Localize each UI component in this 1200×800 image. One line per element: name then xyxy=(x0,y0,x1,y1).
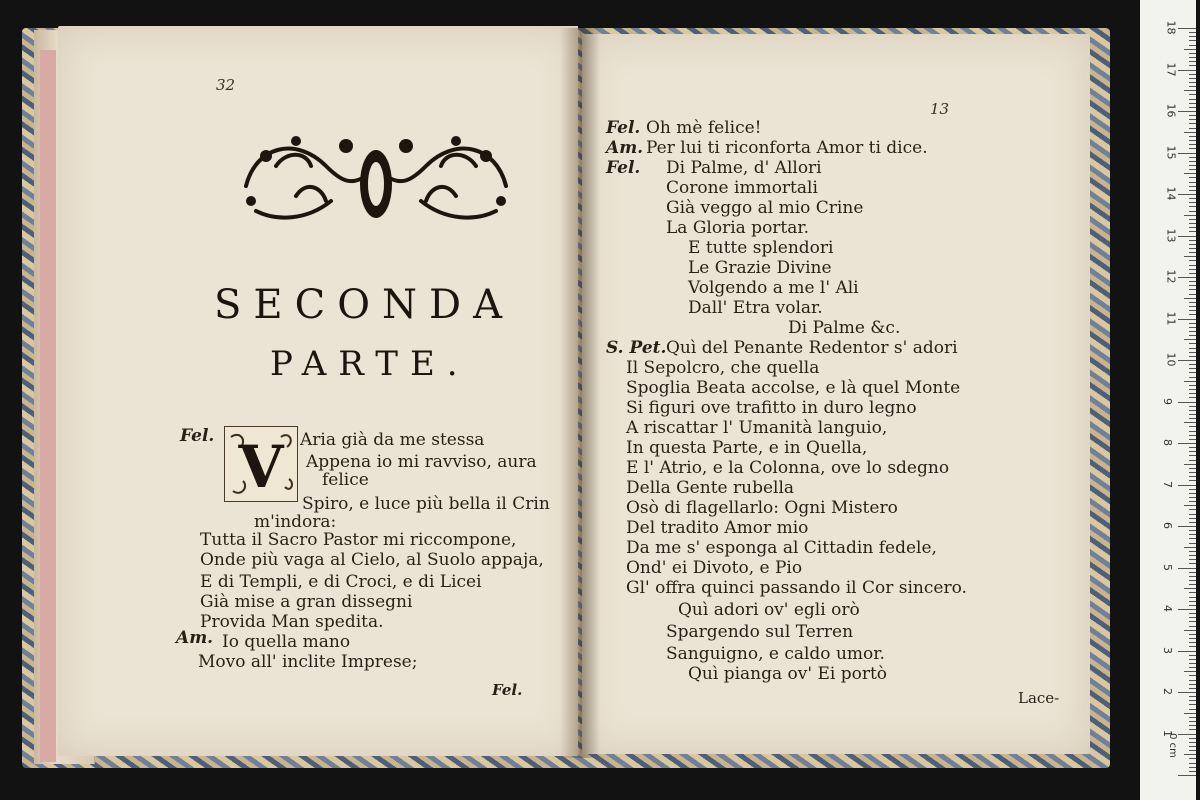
ruler-tick xyxy=(1189,534,1196,535)
ruler-number: 15 xyxy=(1164,145,1178,159)
ruler-number: 13 xyxy=(1164,228,1178,242)
ruler-tick xyxy=(1189,348,1196,349)
ruler-tick xyxy=(1184,49,1196,50)
ruler-tick xyxy=(1189,206,1196,207)
ruler-tick xyxy=(1189,709,1196,710)
verse-line: Da me s' esponga al Cittadin fedele, xyxy=(626,538,937,558)
ruler-tick xyxy=(1189,65,1196,66)
verse-line: Sanguigno, e caldo umor. xyxy=(666,644,885,664)
verse-line: Corone immortali xyxy=(666,178,818,198)
section-heading: SECONDA xyxy=(214,282,514,328)
ruler-unit: 0 cm xyxy=(1166,733,1178,758)
ruler-tick xyxy=(1189,36,1196,37)
ruler-tick xyxy=(1189,514,1196,515)
ruler-number: 18 xyxy=(1164,20,1178,35)
ruler-tick xyxy=(1189,198,1196,199)
ruler-number: 12 xyxy=(1164,269,1178,284)
ruler-tick xyxy=(1189,128,1196,129)
ruler-tick xyxy=(1184,422,1196,423)
ruler-tick xyxy=(1189,227,1196,228)
verse-line: Dall' Etra volar. xyxy=(688,298,823,318)
verse-line: Movo all' inclite Imprese; xyxy=(198,652,418,672)
verse-line: E l' Atrio, e la Colonna, ove lo sdegno xyxy=(626,458,950,478)
verse-line: Volgendo a me l' Ali xyxy=(688,278,859,298)
ruler-tick xyxy=(1184,339,1196,340)
ruler-tick xyxy=(1189,78,1196,79)
svg-text:V: V xyxy=(238,433,284,501)
ruler-tick xyxy=(1189,302,1196,303)
ruler-tick xyxy=(1189,107,1196,108)
ruler-tick xyxy=(1189,177,1196,178)
ruler-tick xyxy=(1189,696,1196,697)
ruler-tick xyxy=(1189,123,1196,124)
ruler-tick xyxy=(1189,675,1196,676)
ruler-tick xyxy=(1189,115,1196,116)
ruler-tick xyxy=(1189,638,1196,639)
verse-line: E di Templi, e di Croci, e di Licei xyxy=(200,572,482,592)
ruler-tick xyxy=(1189,356,1196,357)
ruler-tick xyxy=(1189,260,1196,261)
ruler-number: 3 xyxy=(1161,646,1174,654)
ruler-tick xyxy=(1189,53,1196,54)
ruler-tick xyxy=(1178,236,1196,237)
ruler-tick xyxy=(1189,273,1196,274)
verse-line: Appena io mi ravviso, aura xyxy=(306,452,537,472)
ruler-tick xyxy=(1189,497,1196,498)
verse-line: Già mise a gran dissegni xyxy=(200,592,413,612)
verse-line: Di Palme &c. xyxy=(788,318,901,338)
ruler-tick xyxy=(1189,140,1196,141)
right-page-number: 13 xyxy=(930,100,950,118)
ruler-tick xyxy=(1189,684,1196,685)
verse-line: Tutta il Sacro Pastor mi riccompone, xyxy=(200,530,517,550)
ruler-tick xyxy=(1189,447,1196,448)
ruler-tick xyxy=(1189,522,1196,523)
ruler-tick xyxy=(1189,406,1196,407)
ruler-tick xyxy=(1184,754,1196,755)
ruler-tick xyxy=(1178,277,1196,278)
ruler-tick xyxy=(1189,211,1196,212)
ruler-tick xyxy=(1189,248,1196,249)
verse-line: Quì adori ov' egli orò xyxy=(678,600,860,620)
verse-line: Io quella mano xyxy=(222,632,351,652)
ruler-tick xyxy=(1189,763,1196,764)
ruler-tick xyxy=(1184,464,1196,465)
ruler-tick xyxy=(1189,767,1196,768)
ruler-tick xyxy=(1189,460,1196,461)
ruler-number: 8 xyxy=(1161,439,1174,446)
ruler-tick xyxy=(1184,173,1196,174)
ruler-tick xyxy=(1184,256,1196,257)
verse-line: Oh mè felice! xyxy=(646,118,762,138)
ruler-tick xyxy=(1189,472,1196,473)
ruler-tick xyxy=(1189,219,1196,220)
verse-line: Gl' offra quinci passando il Cor sincero. xyxy=(626,578,967,598)
verse-line: Di Palme, d' Allori xyxy=(666,158,822,178)
ruler-tick xyxy=(1189,190,1196,191)
ruler-tick xyxy=(1184,90,1196,91)
ruler-tick xyxy=(1189,621,1196,622)
catchword: Lace- xyxy=(1018,689,1060,707)
ruler-tick xyxy=(1189,343,1196,344)
ruler-tick xyxy=(1189,717,1196,718)
ruler-tick xyxy=(1189,746,1196,747)
verse-line: Per lui ti riconforta Amor ti dice. xyxy=(646,138,928,158)
ruler-tick xyxy=(1184,381,1196,382)
ruler-tick xyxy=(1184,671,1196,672)
ruler-tick xyxy=(1189,119,1196,120)
ruler-tick xyxy=(1189,626,1196,627)
ruler-tick xyxy=(1189,385,1196,386)
ruler-tick xyxy=(1189,688,1196,689)
verse-line: A riscattar l' Umanità languio, xyxy=(626,418,888,438)
ruler-tick xyxy=(1184,630,1196,631)
verse-line: m'indora: xyxy=(254,512,337,532)
ruler-tick xyxy=(1189,659,1196,660)
ruler-tick xyxy=(1189,252,1196,253)
verse-line: E tutte splendori xyxy=(688,238,834,258)
verse-line: La Gloria portar. xyxy=(666,218,810,238)
ruler-tick xyxy=(1178,651,1196,652)
ruler-tick xyxy=(1189,750,1196,751)
ruler-tick xyxy=(1178,360,1196,361)
ruler-tick xyxy=(1189,61,1196,62)
ruler-tick xyxy=(1189,634,1196,635)
ruler-tick xyxy=(1184,588,1196,589)
ruler-tick xyxy=(1189,489,1196,490)
ruler-tick xyxy=(1178,568,1196,569)
ruler-tick xyxy=(1189,161,1196,162)
ruler-tick xyxy=(1189,410,1196,411)
ruler-number: 16 xyxy=(1164,103,1178,118)
ruler-tick xyxy=(1189,372,1196,373)
ruler-tick xyxy=(1189,642,1196,643)
decorative-ornament xyxy=(236,126,516,226)
ruler-tick xyxy=(1178,402,1196,403)
ruler-number: 10 xyxy=(1164,352,1178,367)
ruler-tick xyxy=(1189,281,1196,282)
ruler-number: 17 xyxy=(1164,62,1178,76)
ruler-tick xyxy=(1184,215,1196,216)
speaker-label: Fel. xyxy=(180,426,215,446)
ruler-tick xyxy=(1189,202,1196,203)
verse-line: Quì del Penante Redentor s' adori xyxy=(666,338,958,358)
ruler-tick xyxy=(1189,331,1196,332)
ruler-tick xyxy=(1189,45,1196,46)
verse-line: Osò di flagellarlo: Ogni Mistero xyxy=(626,498,898,518)
ruler-tick xyxy=(1189,265,1196,266)
ruler-tick xyxy=(1178,70,1196,71)
ruler-tick xyxy=(1189,377,1196,378)
ruler-tick xyxy=(1189,323,1196,324)
ruler-tick xyxy=(1189,771,1196,772)
verse-line: Il Sepolcro, che quella xyxy=(626,358,820,378)
verse-line: Onde più vaga al Cielo, al Suolo appaja, xyxy=(200,550,544,570)
ruler-tick xyxy=(1189,597,1196,598)
ruler-tick xyxy=(1189,431,1196,432)
ruler-tick xyxy=(1189,663,1196,664)
ruler-tick xyxy=(1189,82,1196,83)
ruler-tick xyxy=(1189,700,1196,701)
ruler-tick xyxy=(1189,86,1196,87)
ruler-tick xyxy=(1189,289,1196,290)
ruler-tick xyxy=(1189,144,1196,145)
ruler-tick xyxy=(1189,389,1196,390)
ruler-tick xyxy=(1178,526,1196,527)
verse-line: Del tradito Amor mio xyxy=(626,518,809,538)
ruler-tick xyxy=(1189,680,1196,681)
ruler-tick xyxy=(1189,742,1196,743)
ruler-tick xyxy=(1189,74,1196,75)
ruler-tick xyxy=(1189,559,1196,560)
ruler-tick xyxy=(1189,613,1196,614)
verse-line: Spargendo sul Terren xyxy=(666,622,854,642)
ruler-tick xyxy=(1189,721,1196,722)
verse-line: Spoglia Beata accolse, e là quel Monte xyxy=(626,378,961,398)
verse-line: Spiro, e luce più bella il Crin xyxy=(302,494,550,514)
speaker-label: Fel. xyxy=(606,118,641,138)
ruler-tick xyxy=(1189,646,1196,647)
ruler-tick xyxy=(1189,493,1196,494)
ruler-tick xyxy=(1189,157,1196,158)
ruler-tick xyxy=(1189,269,1196,270)
ruler-tick xyxy=(1189,148,1196,149)
ruler-number: 9 xyxy=(1161,397,1174,405)
ruler-tick xyxy=(1178,319,1196,320)
ruler-tick xyxy=(1189,555,1196,556)
ruler-tick xyxy=(1189,576,1196,577)
ruler-tick xyxy=(1189,563,1196,564)
ruler-tick xyxy=(1189,601,1196,602)
ruler-tick xyxy=(1184,713,1196,714)
ruler-tick xyxy=(1189,584,1196,585)
ruler-tick xyxy=(1178,153,1196,154)
verse-line: Della Gente rubella xyxy=(626,478,795,498)
ruler-tick xyxy=(1189,397,1196,398)
ruler-tick xyxy=(1184,505,1196,506)
ruler-tick xyxy=(1189,501,1196,502)
ruler-tick xyxy=(1189,103,1196,104)
ruler-number: 1 xyxy=(1161,729,1174,737)
ruler-tick xyxy=(1189,530,1196,531)
verse-line: In questa Parte, e in Quella, xyxy=(626,438,868,458)
ruler-tick xyxy=(1189,476,1196,477)
ruler-tick xyxy=(1178,775,1196,776)
ruler-tick xyxy=(1189,352,1196,353)
ruler-tick xyxy=(1189,182,1196,183)
speaker-label: S. Pet. xyxy=(606,338,667,358)
verse-line: Ond' ei Divoto, e Pio xyxy=(626,558,803,578)
ruler-tick xyxy=(1189,758,1196,759)
ruler-tick xyxy=(1189,439,1196,440)
ruler-tick xyxy=(1189,32,1196,33)
speaker-label: Am. xyxy=(606,138,644,158)
ruler-tick xyxy=(1189,543,1196,544)
ruler-tick xyxy=(1184,547,1196,548)
ruler-tick xyxy=(1189,538,1196,539)
ruler-tick xyxy=(1189,223,1196,224)
ruler-tick xyxy=(1189,314,1196,315)
ruler-tick xyxy=(1189,455,1196,456)
ruler-tick xyxy=(1189,57,1196,58)
ruler-tick xyxy=(1189,393,1196,394)
ruler-tick xyxy=(1189,368,1196,369)
ruler-tick xyxy=(1189,310,1196,311)
ruler-tick xyxy=(1189,169,1196,170)
ruler-tick xyxy=(1189,99,1196,100)
speaker-label: Fel. xyxy=(606,158,641,178)
ruler-number: 2 xyxy=(1161,688,1174,695)
catchword: Fel. xyxy=(492,681,523,699)
ruler-tick xyxy=(1189,725,1196,726)
verse-line: Quì pianga ov' Ei portò xyxy=(688,664,888,684)
ruler-tick xyxy=(1189,335,1196,336)
ruler-tick xyxy=(1189,414,1196,415)
ruler-tick xyxy=(1189,480,1196,481)
ruler-tick xyxy=(1178,609,1196,610)
book-gutter xyxy=(560,28,600,758)
ruler-tick xyxy=(1178,28,1196,29)
ruler-number: 6 xyxy=(1161,522,1174,529)
ruler-tick xyxy=(1189,617,1196,618)
ruler-tick xyxy=(1189,231,1196,232)
ruler-tick xyxy=(1189,294,1196,295)
verse-line: Le Grazie Divine xyxy=(688,258,832,278)
ruler-number: 11 xyxy=(1164,311,1178,325)
ruler-tick xyxy=(1189,592,1196,593)
ruler-tick xyxy=(1189,327,1196,328)
ruler-tick xyxy=(1178,443,1196,444)
ruler-tick xyxy=(1189,435,1196,436)
ruler-tick xyxy=(1178,734,1196,735)
ruler-tick xyxy=(1189,244,1196,245)
ruler-tick xyxy=(1189,285,1196,286)
ruler-tick xyxy=(1189,518,1196,519)
ruler-tick xyxy=(1189,605,1196,606)
ruler-tick xyxy=(1189,165,1196,166)
ruler-tick xyxy=(1189,451,1196,452)
ruler-tick xyxy=(1189,551,1196,552)
ruler-tick xyxy=(1189,306,1196,307)
ruler-tick xyxy=(1178,692,1196,693)
ruler-number: 5 xyxy=(1161,563,1174,571)
ruler-tick xyxy=(1184,132,1196,133)
ruler-tick xyxy=(1178,485,1196,486)
ruler-tick xyxy=(1189,729,1196,730)
endpaper-edge xyxy=(40,50,56,762)
ruler-tick xyxy=(1189,509,1196,510)
left-page-number: 32 xyxy=(216,76,236,94)
ruler-tick xyxy=(1189,667,1196,668)
ruler-tick xyxy=(1189,426,1196,427)
measuring-ruler xyxy=(1140,0,1196,800)
verse-line: Già veggo al mio Crine xyxy=(666,198,864,218)
verse-line: Provida Man spedita. xyxy=(200,612,384,632)
ruler-tick xyxy=(1189,40,1196,41)
verse-line: Si figuri ove trafitto in duro legno xyxy=(626,398,917,418)
ruler-tick xyxy=(1178,194,1196,195)
ruler-tick xyxy=(1189,738,1196,739)
ruler-number: 7 xyxy=(1161,480,1174,488)
ruler-tick xyxy=(1189,186,1196,187)
ruler-tick xyxy=(1189,704,1196,705)
section-subheading: PARTE. xyxy=(270,344,470,384)
ruler-number: 14 xyxy=(1164,186,1178,201)
verse-line: Aria già da me stessa xyxy=(300,430,485,450)
ruler-tick xyxy=(1189,468,1196,469)
ruler-tick xyxy=(1189,364,1196,365)
ruler-number: 4 xyxy=(1161,605,1174,612)
ruler-tick xyxy=(1189,580,1196,581)
ruler-tick xyxy=(1178,111,1196,112)
speaker-label: Am. xyxy=(176,628,214,648)
ruler-tick xyxy=(1184,298,1196,299)
ruler-tick xyxy=(1189,240,1196,241)
ruler-tick xyxy=(1189,136,1196,137)
ruler-tick xyxy=(1189,94,1196,95)
ruler-tick xyxy=(1189,572,1196,573)
ruler-tick xyxy=(1189,655,1196,656)
decorated-initial xyxy=(224,426,298,502)
verse-line: felice xyxy=(322,470,369,490)
ruler-tick xyxy=(1189,418,1196,419)
